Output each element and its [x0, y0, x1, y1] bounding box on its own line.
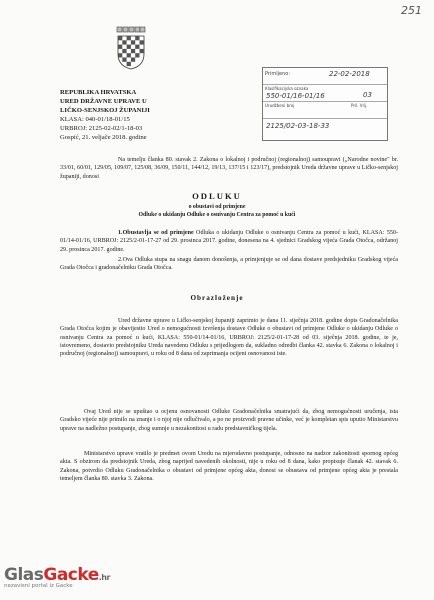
stamp-urbroj-label: Urudžbeni broj — [265, 103, 295, 108]
stamp-klasa-value: 550-01/16-01/16 — [266, 92, 325, 100]
decision-subtitle-1: o obustavi od primjene — [188, 204, 246, 210]
stamp-row-urbroj — [263, 119, 387, 136]
received-stamp — [262, 67, 388, 141]
header-urbroj: URBROJ: 2125-02-02/1-18-03 — [60, 125, 143, 132]
stamp-row-urbroj-label — [263, 102, 387, 119]
stamp-received-date: 22-02-2018 — [329, 70, 370, 78]
decision-title: ODLUKU — [192, 191, 242, 201]
logo-wordmark — [4, 565, 144, 585]
croatian-coat-of-arms-icon — [116, 26, 146, 70]
decision-item-2: 2.Ova Odluka stupa na snagu danom donošenja, a primjenjuje se od dana dostave predsjedniku Gradskog vijeća Grada Otočca i gradonačelniku Grada Otočca. — [60, 257, 398, 272]
stamp-klasa-label: Klasifikacijska oznaka — [265, 86, 309, 91]
reasoning-paragraph-2: Ovaj Ured nije se upuštao u ocjenu osnovanosti Odluke Gradonačelnika smatrajući da, zbog nemogućnosti uručenja, ista Gradsko vijeće nije primilo na znanje i o njoj nije odlučivalo, a po ne proizvodi pravne učinke, već je kompletan spis uputio Ministarstvu uprave na nadležno postupanje, zbog sumnje u nezakonitost u radu predstavničkog tijela. — [60, 409, 398, 432]
logo-brand-right: Gacke — [43, 565, 99, 585]
decision-subtitle-2: Odluke o ukidanju Odluke o osnivanju Centra za pomoć u kući — [138, 212, 296, 218]
header-line-county: LIČKO-SENJSKOJ ŽUPANIJI — [60, 107, 150, 114]
reasoning-paragraph-1: Ured državne uprave u Ličko-senjskoj županiji zaprimio je dana 11. siječnja 2018. godine dopis Gradonačelnika Grada Otočca kojim je obavijestio Ured o nemogućnosti izvršenja dostave Odluke o obustavi od primjene Odluke o ukidanju Odluke o osnivanju Centra za pomoć u kući, KLASA: 550-01/14-01/16, URBROJ: 2125/2-01-17-28 od 03. siječnja 2018. godine, te je, istovremeno, dostavio predstojniku Ureda navedenu Odluku s prijedlogom da, sukladno odredbi članka 42. stavka 6. Zakona o lokalnoj i područnoj (regionalnoj) samoupravi, u roku od 8 dana od zaprimanja ocijeni osnovanost iste. — [60, 318, 398, 358]
handwritten-number: 251 — [401, 4, 422, 17]
decision-item-1 — [60, 229, 398, 254]
header-line-office: URED DRŽAVNE UPRAVE U — [60, 98, 147, 105]
stamp-received-label: Primljeno: — [265, 71, 291, 77]
glasgacke-watermark-logo — [4, 565, 144, 597]
logo-tld: .hr — [98, 573, 110, 582]
item-1-text: Odluka o ukidanju Odluke o osnivanju Centra za pomoć u kući, KLASA: 550-01/14-01/16, URBROJ: 2125/2-01-17-27 od 29. prosinca 2017. godine, donesena na 4. sjednici Gradskog vijeća Grada Otočca, održanoj 29. prosinca 2017. godine. — [60, 230, 399, 253]
header-line-republic: REPUBLIKA HRVATSKA — [60, 89, 137, 96]
header-place-date: Gospić, 21. veljače 2018. godine — [60, 134, 147, 141]
item-1-bold: 1.Obustavlja se od primjene — [118, 230, 194, 236]
logo-tagline: nezavisni portal iz Gacke — [4, 583, 73, 589]
logo-brand-left: Glas — [4, 565, 44, 585]
intro-paragraph: Na temelju članka 80. stavak 2. Zakona o lokalnoj i područnoj (regionalnoj) samoupravi („Narodne novine" br. 33/01, 60/01, 129/05, 109/07, 125/08, 36/09, 150/11, 144/12, 19/13, 137/15 i 123/17), predstojnik Ureda državne uprave u Ličko-senjskoj županiji, donosi — [60, 157, 398, 180]
stamp-pril-label: Pril. Vrij. — [351, 103, 368, 108]
reasoning-title: Obrazloženje — [190, 294, 244, 302]
stamp-row-received — [263, 68, 387, 85]
stamp-klasa-extra: 03 — [363, 91, 372, 99]
stamp-row-klasa — [263, 85, 387, 102]
reasoning-paragraph-3: Ministarstvo uprave vratilo je predmet ovom Uredu na mjerodavno postupanje, odnosno na nadzor zakonitosti spornog općeg akta. S obzirom da predstojnik Ureda, zbog naprijed navedenih okolnosti, nije u roku od 8 dana, kako propisuje članak 42. stavak 6. Zakona, potvrdio Odluku Gradonačelnika o obustavi od primjene općeg akta, donosi se obustava od primjene općeg akta je prestala temeljem članka 80. stavka 3. Zakona. — [60, 451, 398, 482]
header-klasa: KLASA: 040-01/18-01/15 — [60, 116, 130, 123]
stamp-urbroj-value: 2125/02-03-18-33 — [266, 122, 330, 130]
issuer-header — [60, 88, 150, 142]
